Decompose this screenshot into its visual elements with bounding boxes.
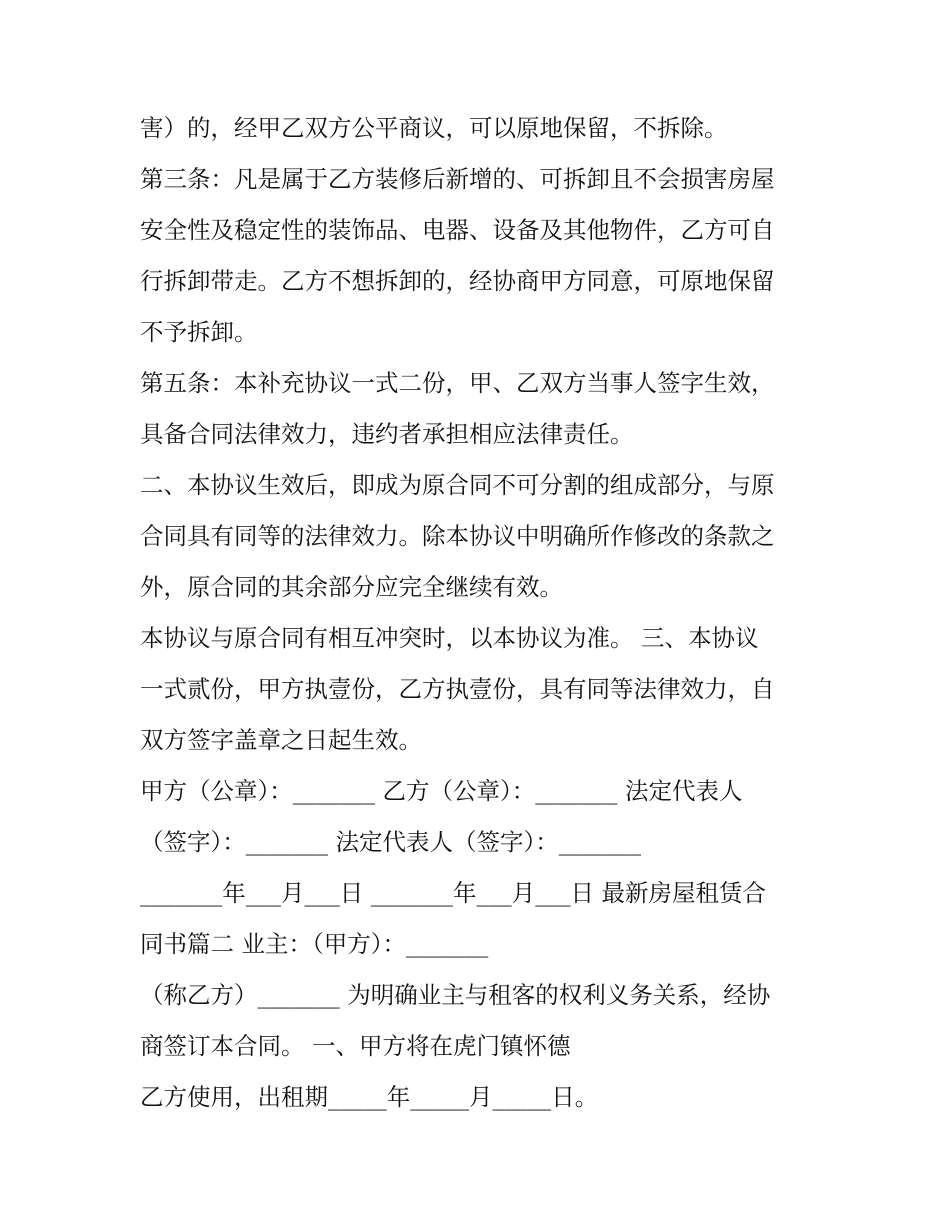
document-body xyxy=(140,103,830,1123)
text-line: 第三条：凡是属于乙方装修后新增的、可拆卸且不会损害房屋 xyxy=(140,165,775,193)
text-line: 不予拆卸。 xyxy=(140,318,258,346)
text-line: 本协议与原合同有相互冲突时，以本协议为准。 三、本协议 xyxy=(140,624,759,652)
text-line: 外，原合同的其余部分应完全继续有效。 xyxy=(140,573,563,601)
text-line: 合同具有同等的法律效力。除本协议中明确所作修改的条款之 xyxy=(140,522,775,550)
text-line: 害）的，经甲乙双方公平商议，可以原地保留，不拆除。 xyxy=(140,114,728,142)
text-line: 同书篇二 业主：（甲方）：_______ xyxy=(140,930,489,958)
text-line: 双方签字盖章之日起生效。 xyxy=(140,726,422,754)
text-line: 行拆卸带走。乙方不想拆卸的，经协商甲方同意，可原地保留 xyxy=(140,267,775,295)
text-line: 二、本协议生效后，即成为原合同不可分割的组成部分，与原 xyxy=(140,471,775,499)
signature-line: 甲方（公章）：_______ 乙方（公章）：_______ 法定代表人 xyxy=(140,777,743,805)
text-line: 一式贰份，甲方执壹份，乙方执壹份，具有同等法律效力，自 xyxy=(140,675,775,703)
text-line: 乙方使用，出租期_____年_____月_____日。 xyxy=(140,1083,599,1111)
text-line: 安全性及稳定性的装饰品、电器、设备及其他物件，乙方可自 xyxy=(140,216,775,244)
text-line: （称乙方）_______ 为明确业主与租客的权利义务关系，经协 xyxy=(140,981,771,1009)
text-line: 第五条：本补充协议一式二份，甲、乙双方当事人签字生效， xyxy=(140,369,775,397)
date-line: _______年___月___日 _______年___月___日 最新房屋租赁合 xyxy=(140,879,766,907)
text-line: 具备合同法律效力，违约者承担相应法律责任。 xyxy=(140,420,634,448)
text-line: 商签订本合同。 一、甲方将在虎门镇怀德 xyxy=(140,1032,571,1060)
signature-line: （签字）：_______ 法定代表人（签字）：_______ xyxy=(140,828,641,856)
